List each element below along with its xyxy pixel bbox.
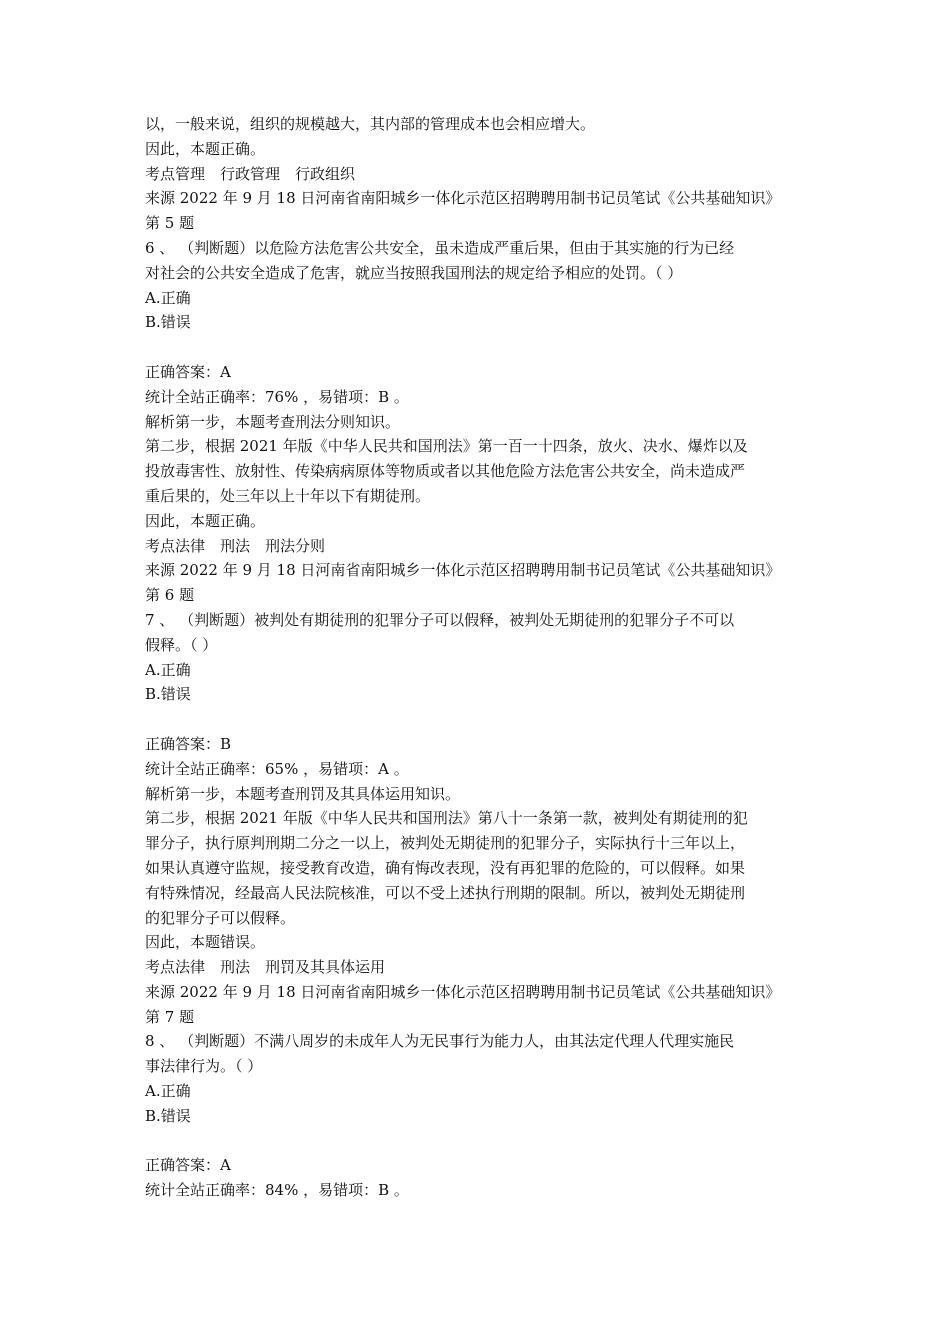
kaodian: 考点管理 行政管理 行政组织 <box>145 164 356 183</box>
question-7-analysis-step-2a: 第二步，根据 2021 年版《中华人民共和国刑法》第八十一条第一款，被判处有期徒刑的犯 <box>145 809 748 828</box>
question-6-stem-line-1: 6 、 （判断题）以危险方法危害公共安全，虽未造成严重后果，但由于其实施的行为已经 <box>145 238 735 257</box>
question-8-stem-line-1: 8 、 （判断题）不满八周岁的未成年人为无民事行为能力人，由其法定代理人代理实施民 <box>145 1032 735 1051</box>
question-7-analysis-step-1: 解析第一步，本题考查刑罚及其具体运用知识。 <box>145 784 461 803</box>
question-8-answer: 正确答案：A <box>145 1156 231 1175</box>
question-7-stats: 统计全站正确率：65% ，易错项：A 。 <box>145 759 409 778</box>
question-8-stats: 统计全站正确率：84% ，易错项：B 。 <box>145 1181 409 1200</box>
question-7-stem-line-2: 假释。（ ） <box>145 635 218 654</box>
question-8-stem-line-2: 事法律行为。（ ） <box>145 1057 263 1076</box>
question-6-analysis-step-2a: 第二步，根据 2021 年版《中华人民共和国刑法》第一百一十四条，放火、决水、爆炸以及 <box>145 437 748 456</box>
question-6-analysis-step-2c: 重后果的，处三年以上十年以下有期徒刑。 <box>145 486 431 505</box>
question-6-source-number: 第 6 题 <box>145 586 195 605</box>
spacer <box>145 707 810 732</box>
question-6-source: 来源 2022 年 9 月 18 日河南省南阳城乡一体化示范区招聘聘用制书记员笔试《公共基础知识》 <box>145 561 781 580</box>
question-6-stem-line-2: 对社会的公共安全造成了危害，就应当按照我国刑法的规定给予相应的处罚。（ ） <box>145 263 683 282</box>
question-8-option-a: A.正确 <box>145 1082 191 1101</box>
question-6-analysis-step-1: 解析第一步，本题考查刑法分则知识。 <box>145 412 401 431</box>
question-6-option-a: A.正确 <box>145 288 191 307</box>
spacer <box>145 1129 810 1154</box>
document-page <box>145 112 810 1203</box>
question-6-answer: 正确答案：A <box>145 362 231 381</box>
question-7-answer: 正确答案：B <box>145 734 232 753</box>
question-7-kaodian: 考点法律 刑法 刑罚及其具体运用 <box>145 958 386 977</box>
question-7-analysis-step-2e: 的犯罪分子可以假释。 <box>145 908 296 927</box>
conclusion: 因此，本题正确。 <box>145 139 266 158</box>
question-7-analysis-step-2c: 如果认真遵守监规，接受教育改造，确有悔改表现，没有再犯罪的危险的，可以假释。如果 <box>145 858 746 877</box>
question-6-option-b: B.错误 <box>145 313 191 332</box>
question-7-source-number: 第 7 题 <box>145 1007 195 1026</box>
spacer <box>145 335 810 360</box>
question-7-analysis-step-2b: 罪分子，执行原判刑期二分之一以上，被判处无期徒刑的犯罪分子，实际执行十三年以上， <box>145 834 746 853</box>
question-6-stats: 统计全站正确率：76% ，易错项：B 。 <box>145 387 409 406</box>
question-6-analysis-step-2b: 投放毒害性、放射性、传染病病原体等物质或者以其他危险方法危害公共安全，尚未造成严 <box>145 462 746 481</box>
analysis-tail: 以，一般来说，组织的规模越大，其内部的管理成本也会相应增大。 <box>145 115 596 133</box>
question-6-kaodian: 考点法律 刑法 刑法分则 <box>145 536 326 555</box>
source: 来源 2022 年 9 月 18 日河南省南阳城乡一体化示范区招聘聘用制书记员笔试《公共基础知识》 <box>145 189 781 208</box>
question-7-option-b: B.错误 <box>145 685 191 704</box>
question-6-conclusion: 因此，本题正确。 <box>145 511 266 530</box>
question-7-conclusion: 因此，本题错误。 <box>145 933 266 952</box>
question-8-option-b: B.错误 <box>145 1106 191 1125</box>
source-number: 第 5 题 <box>145 214 195 233</box>
question-7-source: 来源 2022 年 9 月 18 日河南省南阳城乡一体化示范区招聘聘用制书记员笔试《公共基础知识》 <box>145 982 781 1001</box>
question-7-stem-line-1: 7 、 （判断题）被判处有期徒刑的犯罪分子可以假释，被判处无期徒刑的犯罪分子不可以 <box>145 610 735 629</box>
question-7-analysis-step-2d: 有特殊情况，经最高人民法院核准，可以不受上述执行刑期的限制。所以，被判处无期徒刑 <box>145 883 746 902</box>
question-7-option-a: A.正确 <box>145 660 191 679</box>
